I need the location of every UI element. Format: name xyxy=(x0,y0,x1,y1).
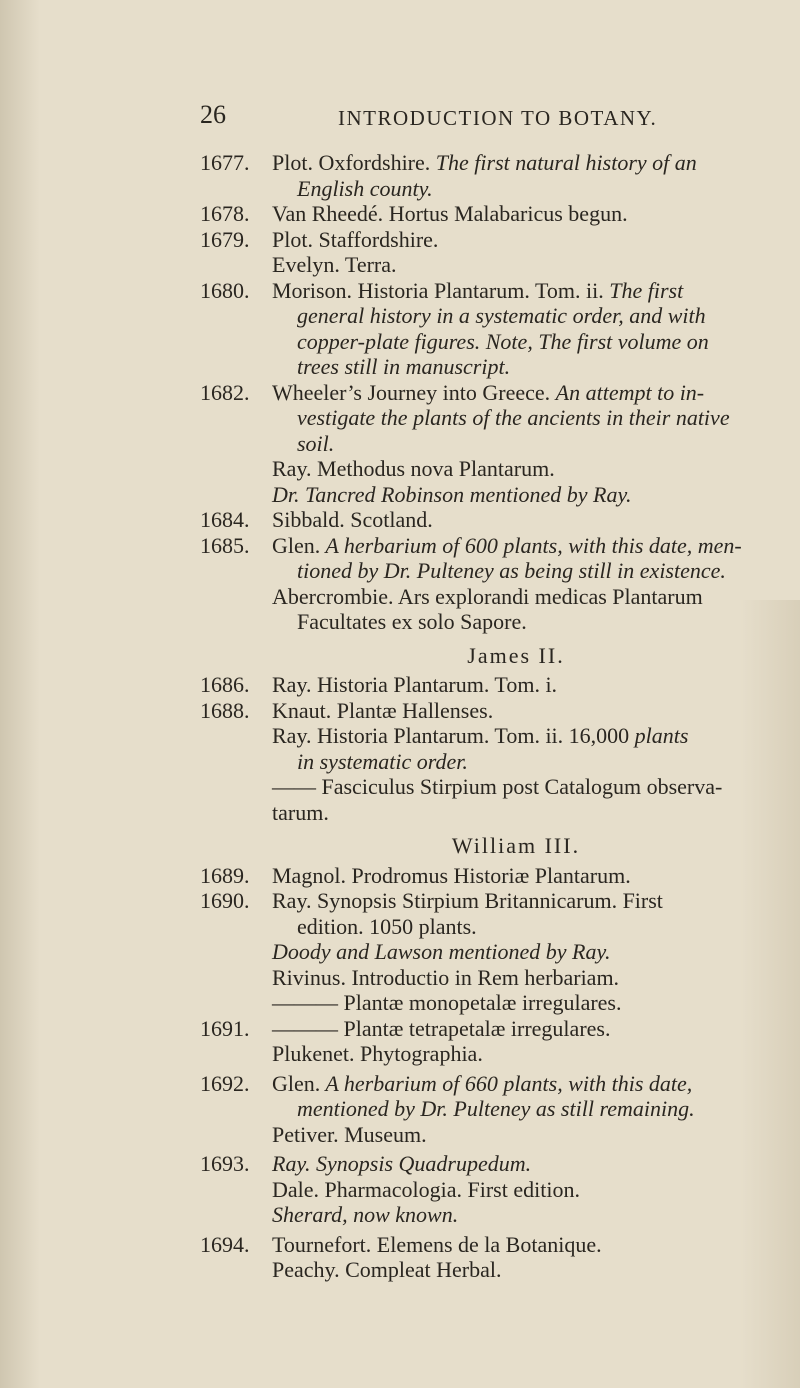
entry-author: Dale. xyxy=(272,1176,320,1202)
entry-text: mentioned by Ray. xyxy=(464,481,632,507)
entry xyxy=(200,1151,760,1177)
page-gutter-shadow xyxy=(0,0,40,1388)
entry xyxy=(200,150,760,201)
entry xyxy=(200,252,760,278)
entry-year xyxy=(200,939,272,965)
entry-author: Plukenet. xyxy=(272,1041,355,1066)
entry-text: Elemens de la Botanique. xyxy=(371,1231,602,1257)
entry-continuation: soil. xyxy=(297,430,335,456)
entry-author: Evelyn. xyxy=(272,252,340,277)
entry-continuation: general history in a systematic order, and with xyxy=(297,303,706,328)
entry xyxy=(200,1122,760,1148)
entry-text: Prodromus Historiæ Plantarum. xyxy=(345,862,631,888)
entry xyxy=(200,1202,760,1228)
entry-author: Plot. xyxy=(272,226,313,252)
entry-year xyxy=(200,252,272,278)
entry xyxy=(200,774,760,825)
entry-text: Synopsis Stirpium Britannicarum. First xyxy=(311,888,663,913)
entry-year xyxy=(200,774,272,825)
entry-year xyxy=(200,723,272,774)
entry-text: Fasciculus Stirpium post Catalogum observa- xyxy=(316,774,723,799)
entry-text: Plantæ monopetalæ irregulares. xyxy=(338,990,622,1015)
entry xyxy=(200,1071,760,1122)
entry-year xyxy=(200,1177,272,1203)
entry-text: Journey into Greece. xyxy=(362,379,556,405)
entry-author: ——— xyxy=(272,990,338,1015)
entry-italic: An attempt to in- xyxy=(555,379,705,405)
entry-year xyxy=(200,482,272,508)
entry-text: A herbarium of 600 plants, with this date, men- xyxy=(320,532,742,558)
entry-text: Phytographia. xyxy=(354,1041,483,1066)
entry-author: Ray. xyxy=(272,888,312,913)
entry-continuation: vestigate the plants of the ancients in their native xyxy=(297,405,730,430)
entry-author: Morison. xyxy=(272,277,353,303)
entry-text: Plantæ Hallenses. xyxy=(331,697,494,723)
entry-year: 1688. xyxy=(200,697,250,723)
entry xyxy=(200,278,760,380)
entry xyxy=(200,507,760,533)
entry-year: 1689. xyxy=(200,862,250,888)
entry-year xyxy=(200,965,272,991)
entry-text: Historia Plantarum. Tom. i. xyxy=(311,672,558,697)
entry-year: 1677. xyxy=(200,150,250,175)
entry xyxy=(200,1232,760,1258)
entry-year: 1692. xyxy=(200,1070,250,1096)
entry-year: 1682. xyxy=(200,379,250,405)
entry xyxy=(200,201,760,227)
entry-text: Staffordshire. xyxy=(312,226,439,252)
entry-author: Glen. xyxy=(272,1070,321,1096)
entry-author: Ray. xyxy=(272,1151,311,1176)
entry-italic: The first xyxy=(609,277,684,303)
entry xyxy=(200,533,760,584)
entry-author: Tournefort. xyxy=(272,1231,372,1257)
entry-author: Wheeler’s xyxy=(272,379,362,405)
entry xyxy=(200,965,760,991)
entry-text: Terra. xyxy=(339,252,397,277)
reign-heading: James II. xyxy=(467,642,565,668)
entry xyxy=(200,1041,760,1067)
entry-author: Rivinus. xyxy=(272,964,346,990)
entry-text: Museum. xyxy=(338,1121,427,1147)
entry-text: Historia Plantarum. Tom. ii. 16,000 xyxy=(311,723,635,748)
entry-continuation: tarum. xyxy=(272,799,329,825)
entry xyxy=(200,1257,760,1283)
entry-year xyxy=(200,1257,272,1283)
entry-text: Synopsis Quadrupedum. xyxy=(310,1151,532,1176)
entry-author: Magnol. xyxy=(272,862,346,888)
entry-author: Doody and Lawson xyxy=(272,939,444,964)
entry-year xyxy=(200,1122,272,1148)
entry-text: Compleat Herbal. xyxy=(339,1257,502,1282)
entry-year xyxy=(200,456,272,482)
entry xyxy=(200,672,760,698)
entry-text: A herbarium of 660 plants, with this date, xyxy=(320,1070,693,1096)
entry-year: 1679. xyxy=(200,226,250,252)
entry-italic: plants xyxy=(634,723,689,748)
entry-year: 1684. xyxy=(200,507,250,532)
entry-author: Sherard, xyxy=(272,1202,348,1227)
entry xyxy=(200,456,760,482)
entry xyxy=(200,584,760,635)
entry-year xyxy=(200,584,272,635)
entry-author: ——— xyxy=(272,1015,338,1041)
entry-continuation: copper-plate figures. Note, The first volume on xyxy=(297,328,709,354)
entry-continuation: Facultates ex solo Sapore. xyxy=(297,609,527,634)
entry-author: Abercrombie. xyxy=(272,583,394,609)
entry-author: Ray. xyxy=(272,456,312,481)
entry-author: Plot. xyxy=(272,150,313,175)
entry-year xyxy=(200,1041,272,1067)
entry-continuation: trees still in manuscript. xyxy=(297,354,511,379)
page-number: 26 xyxy=(200,100,226,129)
entry-italic: The first natural history of an xyxy=(435,150,697,175)
entry-year: 1680. xyxy=(200,277,250,303)
entry xyxy=(200,1177,760,1203)
entry-text: Methodus nova Plantarum. xyxy=(311,456,555,481)
entry-author: Glen. xyxy=(272,532,321,558)
entry-continuation: mentioned by Dr. Pulteney as still remaining. xyxy=(297,1096,695,1121)
chronology-list xyxy=(200,150,760,1283)
entry-author: Sibbald. xyxy=(272,507,345,532)
entry xyxy=(200,990,760,1016)
entry-text: Plantæ tetrapetalæ irregulares. xyxy=(338,1015,611,1041)
entry-author: Peachy. xyxy=(272,1257,340,1282)
entry-year: 1691. xyxy=(200,1015,250,1041)
entry xyxy=(200,939,760,965)
entry-text: Introductio in Rem herbariam. xyxy=(345,964,620,990)
entry xyxy=(200,380,760,457)
entry-year: 1685. xyxy=(200,532,250,558)
entry xyxy=(200,888,760,939)
entry-year: 1694. xyxy=(200,1231,250,1257)
running-head: INTRODUCTION TO BOTANY. xyxy=(338,106,658,130)
entry-author: Petiver. xyxy=(272,1121,339,1147)
entry-text: Scotland. xyxy=(344,507,433,532)
entry-continuation: tioned by Dr. Pulteney as being still in existence. xyxy=(297,558,726,583)
entry-text: Oxfordshire. xyxy=(312,150,436,175)
entry-year: 1686. xyxy=(200,672,250,697)
entry-author: Ray. xyxy=(272,723,312,748)
entry-year xyxy=(200,1202,272,1228)
entry-year: 1678. xyxy=(200,201,250,226)
entry xyxy=(200,723,760,774)
entry-year: 1693. xyxy=(200,1151,250,1176)
entry-year xyxy=(200,990,272,1016)
entry-continuation: English county. xyxy=(297,175,433,201)
entry-text: Ars explorandi medicas Plantarum xyxy=(393,583,703,609)
reign-heading: William III. xyxy=(451,833,581,858)
entry-text: now known. xyxy=(347,1202,459,1227)
entry xyxy=(200,698,760,724)
entry-year: 1690. xyxy=(200,888,250,913)
entry-continuation: in systematic order. xyxy=(297,748,468,774)
entry-text: Historia Plantarum. Tom. ii. xyxy=(352,277,610,303)
entry-text: Pharmacologia. First edition. xyxy=(319,1176,580,1202)
entry-author: Ray. xyxy=(272,672,312,697)
entry xyxy=(200,863,760,889)
entry xyxy=(200,227,760,253)
entry-author: Dr. Tancred Robinson xyxy=(272,481,465,507)
entry-author: —— xyxy=(272,774,316,799)
entry xyxy=(200,482,760,508)
entry-text: Hortus Malabaricus begun. xyxy=(383,201,628,226)
entry xyxy=(200,1016,760,1042)
entry-continuation: edition. 1050 plants. xyxy=(297,913,477,939)
entry-text: mentioned by Ray. xyxy=(443,939,611,964)
entry-author: Knaut. xyxy=(272,697,332,723)
entry-author: Van Rheedé. xyxy=(272,201,384,226)
